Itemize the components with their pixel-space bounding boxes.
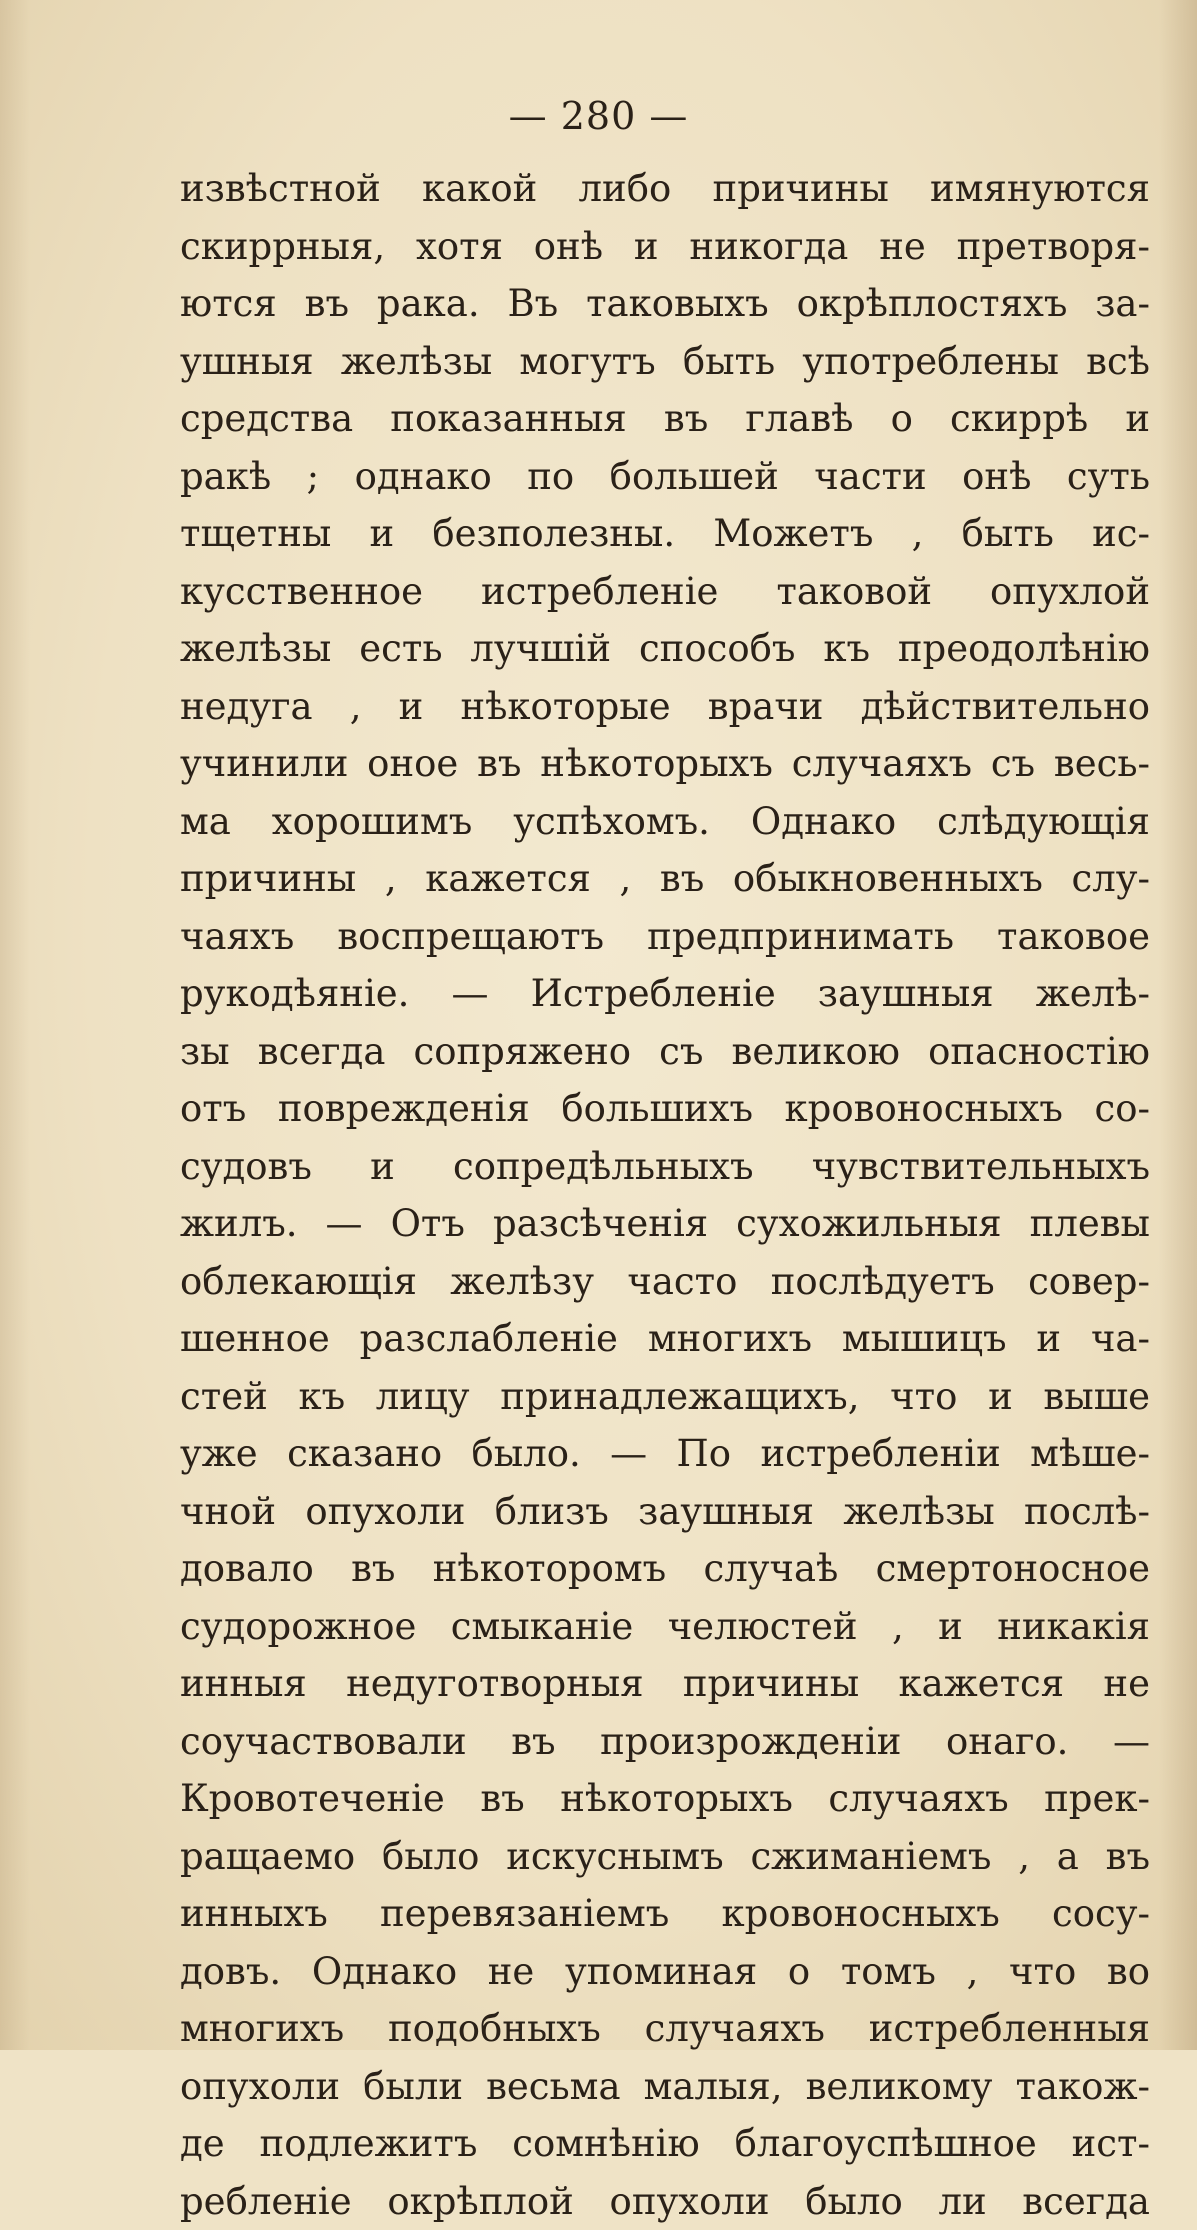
text-line: зы всегда сопряжено съ великою опасностію	[180, 1023, 1150, 1081]
text-line: довало въ нѣкоторомъ случаѣ смертоносное	[180, 1540, 1150, 1598]
text-line: соучаствовали въ произрожденіи онаго. —	[180, 1713, 1150, 1771]
text-line: тщетны и безполезны. Можетъ , быть ис-	[180, 505, 1150, 563]
text-line: ются въ рака. Въ таковыхъ окрѣплостяхъ за-	[180, 275, 1150, 333]
text-line: стей къ лицу принадлежащихъ, что и выше	[180, 1368, 1150, 1426]
page-number: — 280 —	[0, 94, 1197, 138]
text-line: рукодѣяніе. — Истребленіе заушныя желѣ-	[180, 965, 1150, 1023]
text-line: инныхъ перевязаніемъ кровоносныхъ сосу-	[180, 1885, 1150, 1943]
text-line: ракѣ ; однако по большей части онѣ суть	[180, 448, 1150, 506]
text-line: опухоли были весьма малыя, великому також-	[180, 2058, 1150, 2116]
text-line: отъ поврежденія большихъ кровоносныхъ со-	[180, 1080, 1150, 1138]
text-line: причины , кажется , въ обыкновенныхъ слу-	[180, 850, 1150, 908]
text-line: жилъ. — Отъ разсѣченія сухожильныя плевы	[180, 1195, 1150, 1253]
text-line: инныя недуготворныя причины кажется не	[180, 1655, 1150, 1713]
text-line: ребленіе окрѣплой опухоли было ли всегда	[180, 2173, 1150, 2230]
page-edge-shadow-right	[1159, 0, 1197, 2050]
text-line: чаяхъ воспрещаютъ предпринимать таковое	[180, 908, 1150, 966]
text-line: чной опухоли близъ заушныя желѣзы послѣ-	[180, 1483, 1150, 1541]
text-line: скиррныя, хотя онѣ и никогда не претворя-	[180, 218, 1150, 276]
text-line: довъ. Однако не упоминая о томъ , что во	[180, 1943, 1150, 2001]
text-line: Кровотеченіе въ нѣкоторыхъ случаяхъ прек-	[180, 1770, 1150, 1828]
text-line: недуга , и нѣкоторые врачи дѣйствительно	[180, 678, 1150, 736]
text-line: судорожное смыканіе челюстей , и никакія	[180, 1598, 1150, 1656]
text-line: уже сказано было. — По истребленіи мѣше-	[180, 1425, 1150, 1483]
body-text	[180, 160, 1150, 2230]
text-line: средства показанныя въ главѣ о скиррѣ и	[180, 390, 1150, 448]
text-line: извѣстной какой либо причины имянуются	[180, 160, 1150, 218]
text-line: желѣзы есть лучшій способъ къ преодолѣнію	[180, 620, 1150, 678]
page-edge-shadow-left	[0, 0, 30, 2050]
text-line: учинили оное въ нѣкоторыхъ случаяхъ съ весь-	[180, 735, 1150, 793]
text-line: ма хорошимъ успѣхомъ. Однако слѣдующія	[180, 793, 1150, 851]
text-line: судовъ и сопредѣльныхъ чувствительныхъ	[180, 1138, 1150, 1196]
text-line: многихъ подобныхъ случаяхъ истребленныя	[180, 2000, 1150, 2058]
text-line: кусственное истребленіе таковой опухлой	[180, 563, 1150, 621]
text-line: ушныя желѣзы могутъ быть употреблены всѣ	[180, 333, 1150, 391]
text-line: де подлежитъ сомнѣнію благоуспѣшное ист-	[180, 2115, 1150, 2173]
text-line: ращаемо было искуснымъ сжиманіемъ , а въ	[180, 1828, 1150, 1886]
text-line: облекающія желѣзу часто послѣдуетъ совер-	[180, 1253, 1150, 1311]
text-line: шенное разслабленіе многихъ мышицъ и ча-	[180, 1310, 1150, 1368]
